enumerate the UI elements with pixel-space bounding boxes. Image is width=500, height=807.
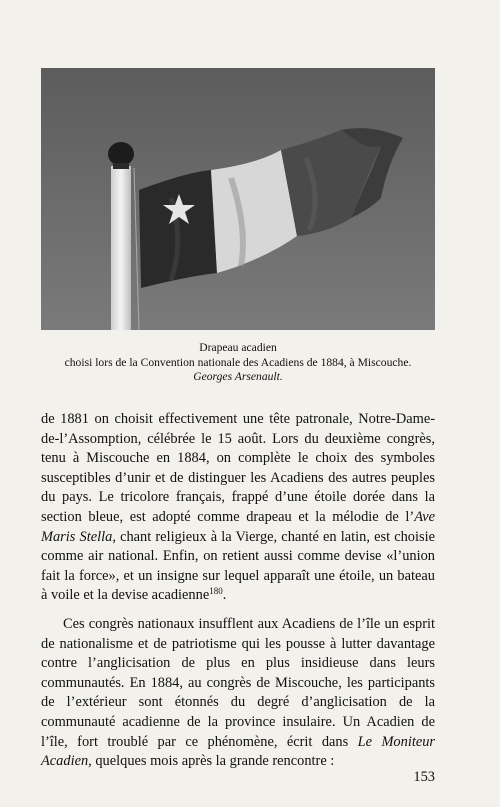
paragraph-2: Ces congrès nationaux insufflent aux Acadiens de l’île un esprit de nationalisme et de patriotisme qui les pousse à lutter davantage contre l’anglicisation de plus en plus insidieuse dans leurs communautés. En 1884, au congrès de Miscouche, les participants de l’extérieur sont étonnés du degré d’anglicisation de la communauté acadienne de la province insulaire. Un Acadien de l’île, fort troublé par ce phénomène, écrit dans Le Moniteur Acadien, quelques mois après la grande rencontre :	[41, 615, 436, 770]
body-text	[41, 410, 435, 772]
flag-photograph	[41, 68, 435, 330]
newspaper-title: Le Moniteur Acadien	[41, 733, 436, 770]
caption-description: choisi lors de la Convention nationale des Acadiens de 1884, à Miscouche.	[64, 355, 412, 369]
paragraph-1: de 1881 on choisit effectivement une tête patronale, Notre-Dame-de-l’Assomption, célébrée le 15 août. Lors du deuxième congrès, tenu à Miscouche en 1884, on complète le choix des symboles susceptibles d’unir et de distinguer les Acadiens des autres peuples du pays. Le tricolore français, frappé d’une étoile dorée dans la section bleue, est adopté comme drapeau et la mélodie de l’Ave Maris Stella, chant religieux à la Vierge, chanté en latin, est choisie comme air national. Enfin, on retient aussi comme devise «l’union fait la force», et un insigne sur lequel apparaît une étoile, un bateau à voile et la devise acadienne$^{180}$.	[41, 411, 435, 604]
page-number: 153	[413, 769, 435, 785]
song-title: Ave Maris Stella	[41, 508, 435, 545]
footnote-ref: 180	[209, 586, 223, 597]
caption-title: Drapeau acadien	[199, 341, 277, 354]
photo-caption	[41, 341, 435, 385]
caption-credit: Georges Arsenault.	[193, 370, 283, 383]
